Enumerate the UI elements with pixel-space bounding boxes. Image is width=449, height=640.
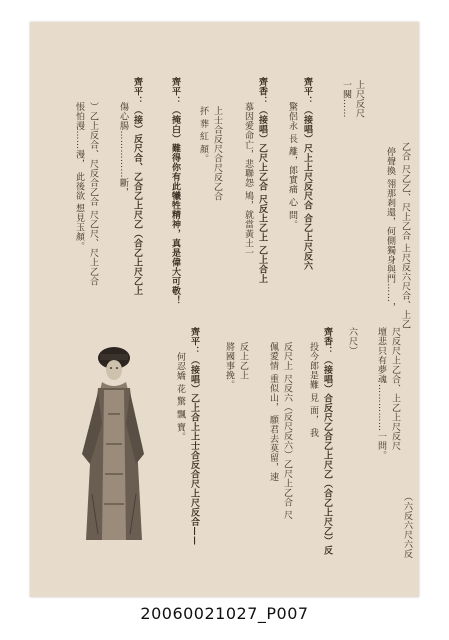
lyric-line: 何忍嬌 花 驚 飄 寶。 [175, 352, 185, 442]
lyric-line: 停聲換 翎那剎還，何側獨身與門……， [385, 147, 395, 312]
notation-line: 反尺上 尺反六（反尺反六）乙尺上乙合 尺 [282, 342, 292, 520]
lyric-line: 佩愛情 重似山， 願君去莫留，速 [268, 342, 278, 482]
lyric-line: 投今郎是難 見 面， 我 [308, 342, 318, 438]
opera-figure-illustration [78, 344, 148, 544]
lyric-line: 將國事挽。 [224, 342, 234, 390]
lyric-line: 抔 葬 紅 顏。 [198, 106, 208, 164]
page [30, 22, 419, 597]
notation-line: ）乙上反合、尺反合乙合 尺乙尺、尺上乙合 [88, 102, 98, 286]
script-line: 齊平：（接唱）尺上上尺反尺合 合乙上尺反六 [302, 77, 312, 271]
notation-line: 上士合反尺合尺反乙合 [212, 106, 222, 201]
notation-line: 反上乙上 [238, 342, 248, 380]
lyric-line: 一闋…… [341, 80, 351, 118]
script-line: 齊平：（接）反尺合、乙合乙上尺乙（合乙上尺乙上 [132, 77, 142, 296]
script-line: 齊平：（掩白）難得你有此犧牲精神，真是偉大可敬！ [170, 77, 180, 305]
lyric-line: 驚侶永 長 離，郎實痛 心 問。 [287, 102, 297, 230]
notation-line: 尺反尺上乙合、上乙上尺反尺 [390, 327, 400, 451]
lyric-line: 悵怕漫……漫， 此後欲 想見玉顏。 [74, 102, 84, 252]
lyric-line: 慕因愛命亡，悲聯怨 鳩，就當黃土一 [243, 102, 253, 258]
lyric-line: 壇悲只有夢魂……………一問。 [376, 327, 386, 460]
script-line: 齊平：（接唱）乙上合上上士合反合尺上尺反合—— [189, 327, 199, 546]
notation-line: 上尺反尺 [354, 80, 364, 118]
notation-line: 六尺） [347, 327, 357, 356]
lyric-line: 傷心腸……………斷， [118, 102, 128, 197]
notation-line: 乙合 尺乙乙、尺上乙合 上尺反六尺合、上乙 [400, 142, 410, 330]
image-caption: 20060021027_P007 [140, 604, 309, 623]
script-line: 齊香：（接唱）乙尺上乙合 尺反上乙上 乙上合上 [257, 77, 267, 284]
script-line: 齊香：（接唱）合反尺乙合乙上尺乙（合乙上尺乙）反 [322, 327, 332, 555]
notation-line: （六反六尺六反 [402, 492, 412, 559]
